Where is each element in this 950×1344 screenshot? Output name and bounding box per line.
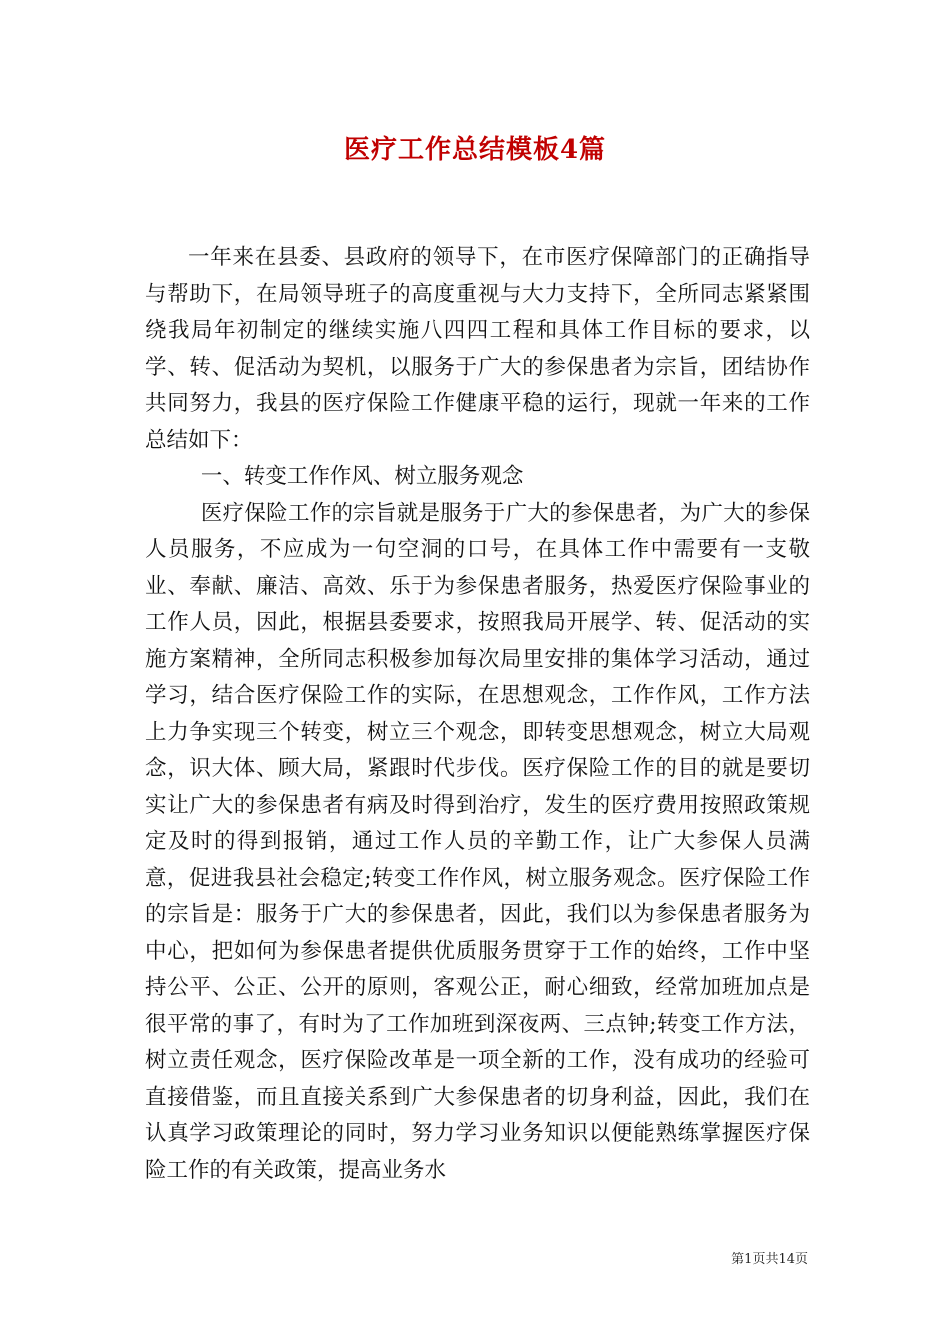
section-paragraph: 医疗保险工作的宗旨就是服务于广大的参保患者，为广大的参保人员服务，不应成为一句空洞的口号，在具体工作中需要有一支敬业、奉献、廉洁、高效、乐于为参保患者服务，热爱医疗保险事业的工作人员，因此，根据县委要求，按照我局开展学、转、促活动的实施方案精神，全所同志积极参加每次局里安排的集体学习活动，通过学习，结合医疗保险工作的实际，在思想观念，工作作风，工作方法上力争实现三个转变，树立三个观念，即转变思想观念，树立大局观念，识大体、顾大局，紧跟时代步伐。医疗保险工作的目的就是要切实让广大的参保患者有病及时得到治疗，发生的医疗费用按照政策规定及时的得到报销，通过工作人员的辛勤工作，让广大参保人员满意，促进我县社会稳定;转变工作作风，树立服务观念。医疗保险工作的宗旨是：服务于广大的参保患者，因此，我们以为参保患者服务为中心，把如何为参保患者提供优质服务贯穿于工作的始终，工作中坚持公平、公正、公开的原则，客观公正，耐心细致，经常加班加点是很平常的事了，有时为了工作加班到深夜两、三点钟;转变工作方法，树立责任观念，医疗保险改革是一项全新的工作，没有成功的经验可直接借鉴，而且直接关系到广大参保患者的切身利益，因此，我们在认真学习政策理论的同时，努力学习业务知识以便能熟练掌握医疗保险工作的有关政策，提高业务水: [145, 500, 810, 1183]
document-title: 医疗工作总结模板4篇: [343, 135, 607, 165]
section-heading: 一、转变工作作风、树立服务观念: [200, 464, 524, 489]
intro-paragraph: 一年来在县委、县政府的领导下，在市医疗保障部门的正确指导与帮助下，在局领导班子的高度重视与大力支持下，全所同志紧紧围绕我局年初制定的继续实施八四四工程和具体工作目标的要求，以学、转、促活动为契机，以服务于广大的参保患者为宗旨，团结协作共同努力，我县的医疗保险工作健康平稳的运行，现就一年来的工作总结如下：: [145, 245, 810, 453]
document-body: [145, 240, 810, 1189]
page-number: 第1页共14页: [731, 1252, 808, 1267]
